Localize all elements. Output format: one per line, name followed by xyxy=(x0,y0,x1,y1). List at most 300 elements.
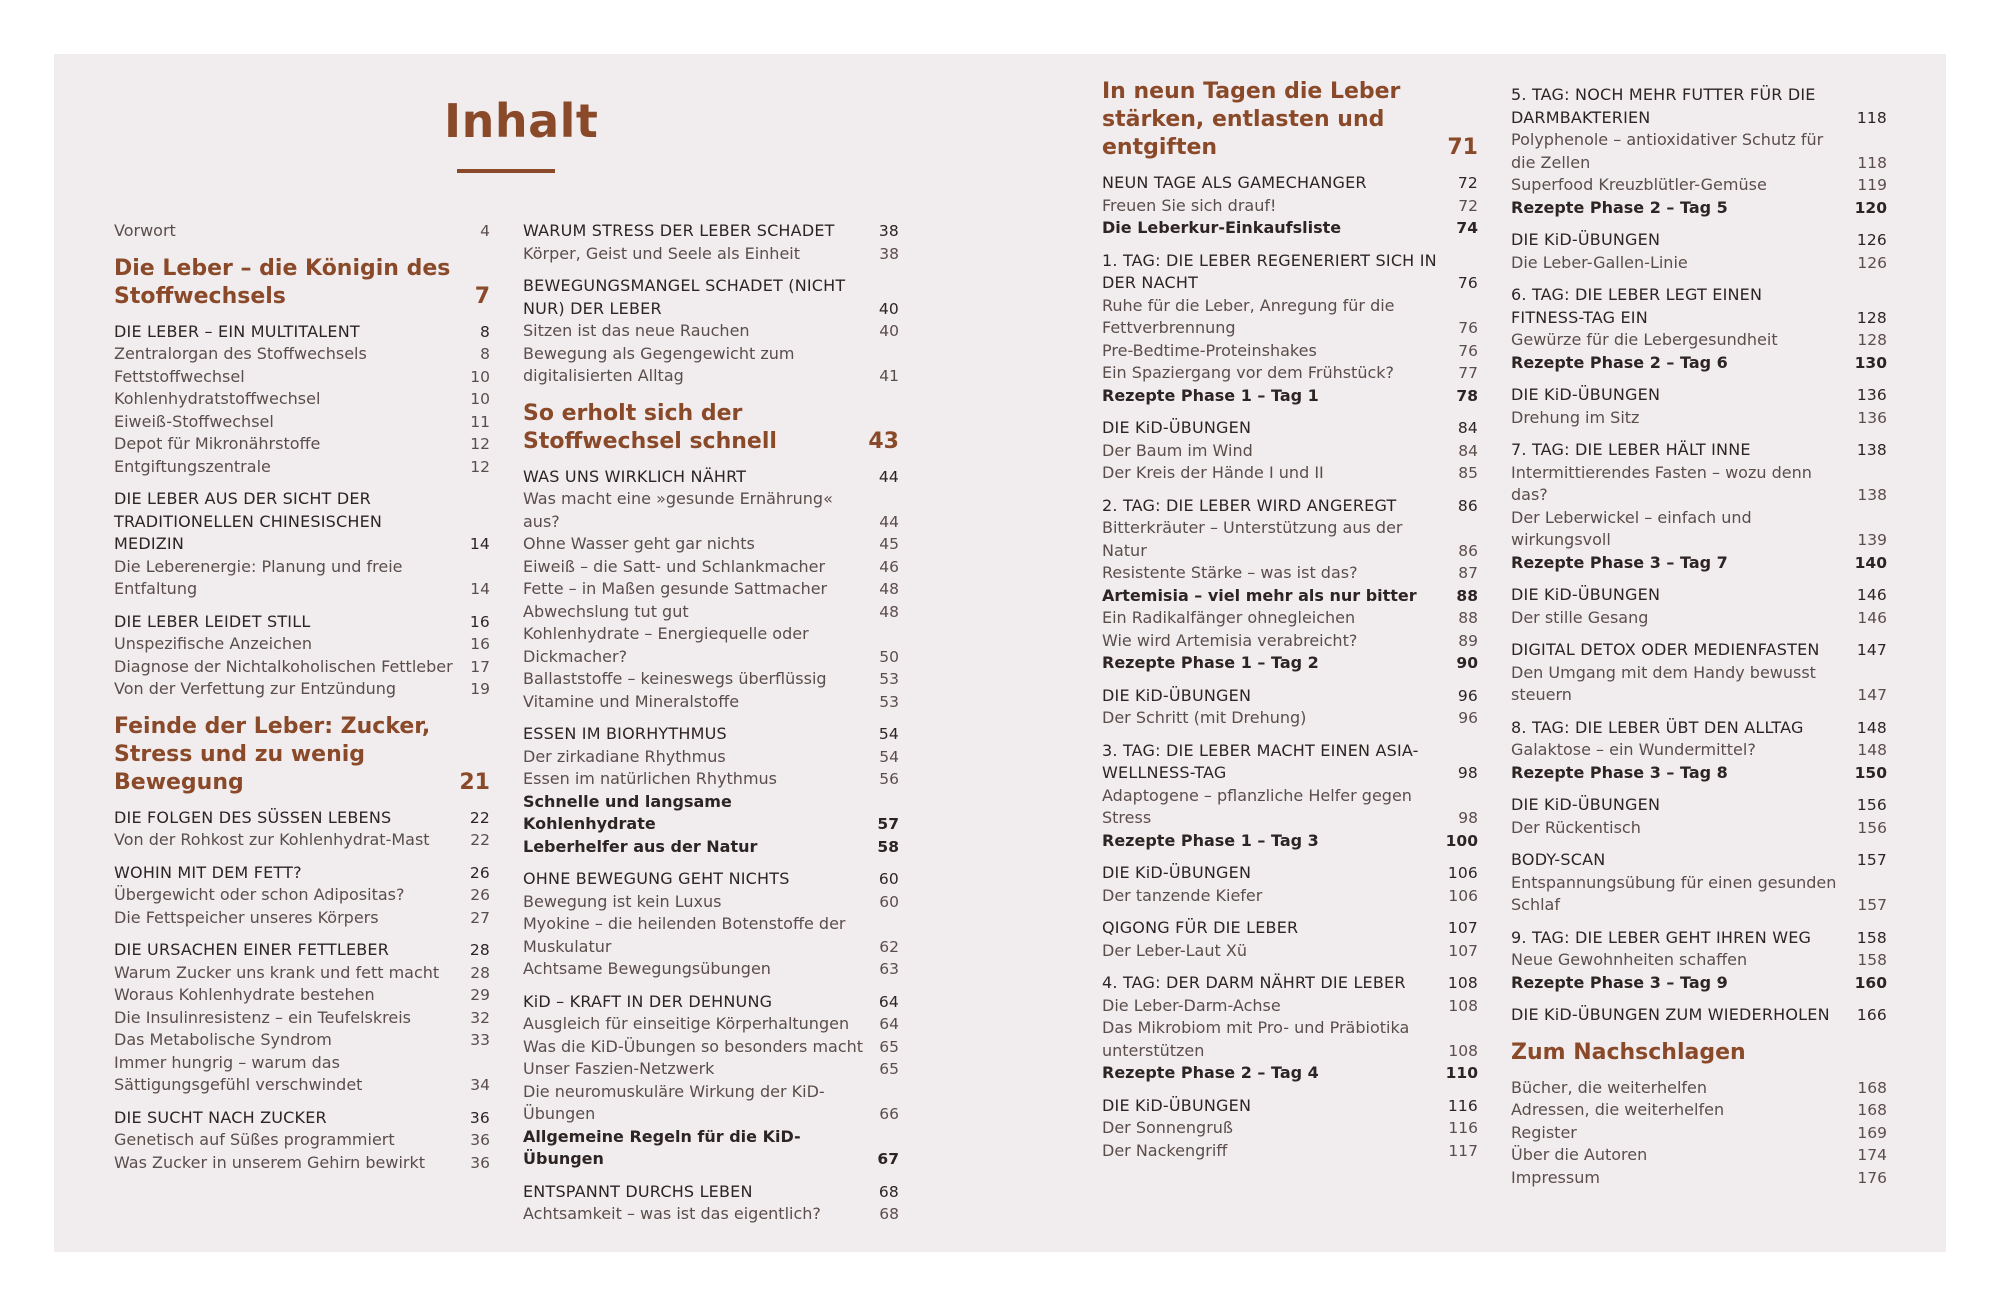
toc-page-number: 139 xyxy=(1857,531,1887,549)
toc-page-number: 41 xyxy=(879,367,899,385)
toc-entry[interactable] xyxy=(1511,1167,1887,1190)
toc-entry-title: Kohlenhydratstoffwechsel xyxy=(114,389,321,408)
toc-page-number: 67 xyxy=(877,1150,899,1168)
toc-section[interactable] xyxy=(523,991,899,1014)
toc-section[interactable] xyxy=(1511,584,1887,607)
toc-entry-title: Rezepte Phase 1 – Tag 1 xyxy=(1102,385,1319,405)
toc-page-number: 116 xyxy=(1447,1096,1478,1115)
toc-entry-title: Abwechslung tut gut xyxy=(523,601,689,621)
toc-entry[interactable] xyxy=(114,343,490,366)
toc-section[interactable] xyxy=(114,1107,490,1130)
toc-entry-title: 5. TAG: NOCH MEHR FUTTER FÜR DIE DARMBAKTERIEN xyxy=(1511,85,1816,127)
toc-entry-title: BODY-SCAN xyxy=(1511,850,1606,869)
toc-entry-title: Gewürze für die Lebergesundheit xyxy=(1511,330,1778,349)
toc-page-number: 19 xyxy=(470,680,490,698)
toc-entry[interactable] xyxy=(523,913,899,958)
toc-entry-title: Superfood Kreuzblütler-Gemüse xyxy=(1511,175,1767,194)
toc-page-number: 98 xyxy=(1457,764,1478,782)
toc-entry[interactable] xyxy=(1511,1122,1887,1145)
toc-entry-title: 4. TAG: DER DARM NÄHRT DIE LEBER xyxy=(1102,973,1406,992)
toc-entry-title: Rezepte Phase 3 – Tag 9 xyxy=(1511,972,1728,992)
toc-entry[interactable] xyxy=(1102,195,1478,218)
toc-entry[interactable] xyxy=(114,433,490,456)
toc-page-number: 72 xyxy=(1458,196,1478,215)
toc-page-number: 46 xyxy=(879,557,899,576)
toc-entry-title: Eiweiß-Stoffwechsel xyxy=(114,411,274,431)
toc-entry-title: Von der Rohkost zur Kohlenhydrat-Mast xyxy=(114,830,430,849)
toc-entry[interactable] xyxy=(523,768,899,791)
toc-entry[interactable] xyxy=(1511,817,1887,840)
toc-entry-title: Der Schritt (mit Drehung) xyxy=(1102,708,1307,727)
toc-entry[interactable] xyxy=(1511,197,1887,220)
toc-page-number: 166 xyxy=(1856,1006,1887,1024)
toc-entry-title: Übergewicht oder schon Adipositas? xyxy=(114,885,405,904)
toc-page-number: 54 xyxy=(879,747,899,766)
toc-entry-title: Unser Faszien-Netzwerk xyxy=(523,1059,715,1078)
toc-entry[interactable] xyxy=(1102,1062,1478,1085)
toc-entry[interactable] xyxy=(523,488,899,533)
toc-page-number: 130 xyxy=(1854,353,1887,372)
toc-entry[interactable] xyxy=(523,320,899,343)
toc-section[interactable] xyxy=(523,466,899,489)
toc-entry-title: Resistente Stärke – was ist das? xyxy=(1102,563,1358,582)
toc-section[interactable] xyxy=(1511,717,1887,740)
toc-section[interactable] xyxy=(1511,1004,1887,1027)
toc-entry-title: Fette – in Maßen gesunde Sattmacher xyxy=(523,579,828,598)
toc-entry-title: Schnelle und langsame Kohlenhydrate xyxy=(523,791,732,833)
toc-page-number: 16 xyxy=(469,612,490,631)
toc-section[interactable] xyxy=(1511,229,1887,252)
toc-entry-title: DIE KiD-ÜBUNGEN xyxy=(1511,585,1661,604)
toc-entry[interactable] xyxy=(114,388,490,411)
toc-section[interactable] xyxy=(1102,495,1478,518)
toc-entry[interactable] xyxy=(1102,362,1478,385)
toc-page-number: 45 xyxy=(879,535,899,553)
toc-entry-title: Ballaststoffe – keineswegs überflüssig xyxy=(523,669,827,688)
toc-entry[interactable] xyxy=(523,691,899,714)
toc-entry[interactable] xyxy=(1102,340,1478,363)
toc-entry[interactable] xyxy=(1511,329,1887,352)
toc-entry-title: Fettstoffwechsel xyxy=(114,366,245,386)
toc-page-number: 87 xyxy=(1458,564,1478,582)
toc-chapter[interactable] xyxy=(1511,1039,1887,1067)
toc-entry-title: Der stille Gesang xyxy=(1511,607,1649,627)
toc-page-number: 76 xyxy=(1457,274,1478,292)
toc-entry-title: Was die KiD-Übungen so besonders macht xyxy=(523,1036,864,1056)
toc-section[interactable] xyxy=(114,807,490,830)
toc-entry-title: Über die Autoren xyxy=(1511,1145,1648,1164)
toc-page-number: 176 xyxy=(1857,1168,1887,1187)
toc-entry[interactable] xyxy=(1102,562,1478,585)
toc-section[interactable] xyxy=(1102,917,1478,940)
toc-entry[interactable] xyxy=(523,958,899,981)
toc-entry-title: WOHIN MIT DEM FETT? xyxy=(114,862,302,882)
toc-page-number: 108 xyxy=(1448,1041,1478,1060)
toc-entry[interactable] xyxy=(1511,607,1887,630)
toc-entry[interactable] xyxy=(1511,352,1887,375)
toc-page-number: 17 xyxy=(470,657,490,676)
toc-page-number: 8 xyxy=(479,322,490,341)
toc-entry[interactable] xyxy=(114,678,490,701)
toc-entry[interactable] xyxy=(523,891,899,914)
toc-page-number: 140 xyxy=(1854,553,1887,572)
toc-entry[interactable] xyxy=(1511,762,1887,785)
toc-page-number: 11 xyxy=(470,412,490,431)
toc-page-number: 128 xyxy=(1856,308,1887,327)
toc-chapter[interactable] xyxy=(1102,78,1478,162)
toc-section[interactable] xyxy=(1102,972,1478,995)
toc-section[interactable] xyxy=(523,1181,899,1204)
toc-page-number: 63 xyxy=(879,960,899,978)
toc-section[interactable] xyxy=(114,611,490,634)
toc-entry[interactable] xyxy=(1511,462,1887,507)
toc-page-number: 50 xyxy=(879,647,899,666)
toc-entry-title: Der zirkadiane Rhythmus xyxy=(523,746,726,766)
toc-section[interactable] xyxy=(1102,250,1478,295)
toc-entry[interactable] xyxy=(1511,739,1887,762)
toc-entry[interactable] xyxy=(114,884,490,907)
toc-entry[interactable] xyxy=(1511,507,1887,552)
toc-entry[interactable] xyxy=(114,984,490,1007)
toc-page-number: 16 xyxy=(470,635,490,653)
toc-page-number: 156 xyxy=(1857,818,1887,837)
toc-entry[interactable] xyxy=(523,1081,899,1126)
toc-chapter[interactable] xyxy=(523,400,899,456)
toc-page-number: 10 xyxy=(470,367,490,386)
toc-section[interactable] xyxy=(114,321,490,344)
toc-entry-title: Polyphenole – antioxidativer Schutz für die Zellen xyxy=(1511,130,1824,172)
toc-page-number: 74 xyxy=(1456,219,1478,237)
toc-entry-title: DIE KiD-ÜBUNGEN xyxy=(1102,863,1252,882)
toc-entry[interactable] xyxy=(114,456,490,479)
toc-section[interactable] xyxy=(1511,84,1887,129)
toc-section[interactable] xyxy=(1511,639,1887,662)
toc-entry-title: DIE KiD-ÜBUNGEN xyxy=(1511,230,1661,249)
toc-page-number: 119 xyxy=(1857,176,1887,194)
toc-entry-title: Entspannungsübung für einen gesunden Schlaf xyxy=(1511,872,1837,914)
toc-entry-title: Achtsame Bewegungsübungen xyxy=(523,959,771,978)
toc-entry-title: Zentralorgan des Stoffwechsels xyxy=(114,344,367,363)
toc-entry[interactable] xyxy=(114,1129,490,1152)
toc-entry[interactable] xyxy=(523,601,899,624)
toc-page-number: 56 xyxy=(879,770,899,788)
toc-entry[interactable] xyxy=(523,668,899,691)
toc-entry-title: Freuen Sie sich drauf! xyxy=(1102,195,1277,215)
toc-entry[interactable] xyxy=(114,1007,490,1030)
toc-entry-title: Diagnose der Nichtalkoholischen Fettleber xyxy=(114,656,453,676)
toc-entry-title: Myokine – die heilenden Botenstoffe der Muskulatur xyxy=(523,914,846,956)
toc-page-number: 148 xyxy=(1857,741,1887,759)
toc-section[interactable] xyxy=(1102,740,1478,785)
toc-entry[interactable] xyxy=(523,578,899,601)
toc-entry[interactable] xyxy=(1511,1077,1887,1100)
toc-entry[interactable] xyxy=(1102,630,1478,653)
toc-entry-title: Depot für Mikronährstoffe xyxy=(114,434,321,453)
toc-entry[interactable] xyxy=(523,623,899,668)
toc-entry[interactable] xyxy=(1511,972,1887,995)
toc-page-number: 14 xyxy=(469,535,490,553)
toc-entry[interactable] xyxy=(114,220,490,243)
toc-entry-title: Der Rückentisch xyxy=(1511,817,1641,837)
toc-section[interactable] xyxy=(1511,794,1887,817)
toc-page-number: 96 xyxy=(1458,709,1478,727)
toc-entry[interactable] xyxy=(1102,295,1478,340)
toc-entry[interactable] xyxy=(114,411,490,434)
toc-entry-title: Adressen, die weiterhelfen xyxy=(1511,1100,1725,1119)
toc-entry-title: Vitamine und Mineralstoffe xyxy=(523,691,740,711)
toc-section[interactable] xyxy=(1511,849,1887,872)
toc-entry[interactable] xyxy=(1511,407,1887,430)
toc-page-number: 48 xyxy=(879,602,899,621)
toc-entry[interactable] xyxy=(114,829,490,852)
toc-entry[interactable] xyxy=(523,343,899,388)
toc-page-number: 76 xyxy=(1458,341,1478,360)
toc-section[interactable] xyxy=(523,275,899,320)
toc-entry-title: Der tanzende Kiefer xyxy=(1102,885,1263,905)
toc-entry-title: Wie wird Artemisia verabreicht? xyxy=(1102,630,1358,650)
toc-entry[interactable] xyxy=(1511,662,1887,707)
toc-entry[interactable] xyxy=(114,366,490,389)
toc-entry[interactable] xyxy=(1102,385,1478,408)
toc-section[interactable] xyxy=(1102,685,1478,708)
toc-entry[interactable] xyxy=(523,1036,899,1059)
toc-entry-title: DIE LEBER – EIN MULTITALENT xyxy=(114,321,360,341)
toc-entry-title: So erholt sich der Stoffwechsel schnell xyxy=(523,400,777,454)
toc-entry[interactable] xyxy=(1102,217,1478,240)
toc-page-number: 168 xyxy=(1857,1101,1887,1119)
toc-page-number: 147 xyxy=(1857,686,1887,704)
toc-page-number: 62 xyxy=(879,937,899,956)
toc-page-number: 26 xyxy=(469,863,490,882)
toc-entry-title: Unspezifische Anzeichen xyxy=(114,634,313,653)
toc-entry-title: Der Baum im Wind xyxy=(1102,440,1253,460)
toc-entry-title: Artemisia – viel mehr als nur bitter xyxy=(1102,585,1417,605)
toc-page-number: 28 xyxy=(469,941,490,959)
toc-page-number: 117 xyxy=(1448,1141,1478,1160)
toc-entry[interactable] xyxy=(114,1052,490,1097)
toc-entry-title: 1. TAG: DIE LEBER REGENERIERT SICH IN DER NACHT xyxy=(1102,250,1437,292)
toc-entry-title: Woraus Kohlenhydrate bestehen xyxy=(114,985,375,1004)
toc-page-number: 22 xyxy=(469,808,490,827)
toc-section[interactable] xyxy=(1511,284,1887,329)
toc-page-number: 77 xyxy=(1458,364,1478,382)
toc-entry[interactable] xyxy=(1511,552,1887,575)
toc-entry-title: Bitterkräuter – Unterstützung aus der Natur xyxy=(1102,518,1403,560)
toc-page-number: 116 xyxy=(1448,1119,1478,1137)
toc-page-number: 54 xyxy=(878,725,899,743)
toc-section[interactable] xyxy=(523,868,899,891)
toc-entry[interactable] xyxy=(523,533,899,556)
toc-page-number: 138 xyxy=(1856,441,1887,459)
toc-entry[interactable] xyxy=(1102,995,1478,1018)
toc-section[interactable] xyxy=(523,723,899,746)
toc-entry[interactable] xyxy=(523,836,899,859)
toc-entry-title: Ein Radikalfänger ohnegleichen xyxy=(1102,608,1356,627)
toc-page-number: 57 xyxy=(877,815,899,833)
toc-entry-title: Essen im natürlichen Rhythmus xyxy=(523,769,778,788)
toc-entry-title: Die Leberkur-Einkaufsliste xyxy=(1102,218,1342,237)
toc-entry-title: Die Insulinresistenz – ein Teufelskreis xyxy=(114,1007,412,1027)
toc-page-number: 88 xyxy=(1458,609,1478,627)
toc-entry[interactable] xyxy=(523,556,899,579)
toc-entry[interactable] xyxy=(1102,1117,1478,1140)
toc-page-number: 158 xyxy=(1856,928,1887,947)
toc-entry-title: DIE SUCHT NACH ZUCKER xyxy=(114,1107,327,1127)
toc-entry[interactable] xyxy=(1102,462,1478,485)
toc-entry-title: Rezepte Phase 2 – Tag 5 xyxy=(1511,197,1728,217)
toc-page-number: 60 xyxy=(879,892,899,911)
toc-page-number: 128 xyxy=(1857,331,1887,349)
toc-page-number: 118 xyxy=(1857,153,1887,172)
toc-entry[interactable] xyxy=(523,1013,899,1036)
toc-entry-title: Ein Spaziergang vor dem Frühstück? xyxy=(1102,363,1395,382)
toc-entry-title: ESSEN IM BIORHYTHMUS xyxy=(523,724,727,743)
toc-entry[interactable] xyxy=(1102,885,1478,908)
toc-entry[interactable] xyxy=(1511,174,1887,197)
toc-page-number: 168 xyxy=(1857,1078,1887,1097)
toc-page-number: 53 xyxy=(879,670,899,688)
toc-page-number: 174 xyxy=(1857,1146,1887,1164)
toc-entry-title: BEWEGUNGSMANGEL SCHADET (NICHT NUR) DER LEBER xyxy=(523,276,846,318)
toc-entry[interactable] xyxy=(523,791,899,836)
toc-entry[interactable] xyxy=(114,556,490,601)
toc-page-number: 68 xyxy=(878,1182,899,1201)
toc-entry-title: 6. TAG: DIE LEBER LEGT EINEN FITNESS-TAG EIN xyxy=(1511,285,1763,327)
toc-entry-title: Rezepte Phase 3 – Tag 7 xyxy=(1511,552,1728,572)
toc-entry-title: DIE FOLGEN DES SÜSSEN LEBENS xyxy=(114,807,392,827)
toc-entry[interactable] xyxy=(523,1203,899,1226)
toc-section[interactable] xyxy=(114,488,490,556)
toc-entry[interactable] xyxy=(1102,1017,1478,1062)
toc-entry-title: Galaktose – ein Wundermittel? xyxy=(1511,740,1756,759)
toc-entry-title: Adaptogene – pflanzliche Helfer gegen Stress xyxy=(1102,785,1412,827)
toc-entry-title: Entgiftungszentrale xyxy=(114,456,271,476)
toc-entry-title: Der Sonnengruß xyxy=(1102,1118,1233,1137)
toc-entry[interactable] xyxy=(114,1029,490,1052)
toc-entry[interactable] xyxy=(1102,1140,1478,1163)
toc-entry-title: Zum Nachschlagen xyxy=(1511,1039,1746,1065)
toc-section[interactable] xyxy=(114,862,490,885)
toc-entry[interactable] xyxy=(523,1058,899,1081)
toc-page-number: 156 xyxy=(1856,796,1887,814)
toc-page-number: 157 xyxy=(1857,896,1887,914)
toc-entry-title: KiD – KRAFT IN DER DEHNUNG xyxy=(523,991,773,1011)
toc-chapter[interactable] xyxy=(114,255,490,311)
toc-page-number: 12 xyxy=(470,457,490,476)
toc-column-2 xyxy=(523,220,899,1226)
toc-chapter[interactable] xyxy=(114,713,490,797)
toc-page-number: 64 xyxy=(878,992,899,1011)
toc-page-number: 169 xyxy=(1857,1123,1887,1142)
toc-entry[interactable] xyxy=(114,962,490,985)
toc-entry-title: Der Leber-Laut Xü xyxy=(1102,940,1247,960)
toc-entry[interactable] xyxy=(1102,707,1478,730)
toc-page-number: 89 xyxy=(1458,631,1478,650)
toc-entry-title: DIE LEBER LEIDET STILL xyxy=(114,611,311,631)
toc-page-number: 38 xyxy=(879,244,899,263)
toc-page-number: 34 xyxy=(470,1076,490,1094)
toc-page-number: 71 xyxy=(1447,135,1478,160)
toc-entry[interactable] xyxy=(1511,949,1887,972)
toc-page-number: 44 xyxy=(879,512,899,531)
toc-page-number: 98 xyxy=(1458,809,1478,827)
toc-column-4 xyxy=(1511,84,1887,1189)
toc-page-number: 48 xyxy=(879,580,899,598)
toc-entry-title: Das Mikrobiom mit Pro- und Präbiotika unterstützen xyxy=(1102,1018,1410,1060)
toc-entry-title: Der Leberwickel – einfach und wirkungsvoll xyxy=(1511,507,1752,549)
toc-page-number: 27 xyxy=(470,908,490,927)
toc-section[interactable] xyxy=(1511,439,1887,462)
toc-entry-title: Impressum xyxy=(1511,1167,1600,1187)
toc-page-number: 4 xyxy=(480,222,490,240)
page-title: Inhalt xyxy=(444,94,599,148)
toc-page-number: 136 xyxy=(1857,408,1887,427)
toc-page-number: 40 xyxy=(879,322,899,340)
toc-entry[interactable] xyxy=(1102,652,1478,675)
toc-entry[interactable] xyxy=(1511,1099,1887,1122)
toc-section[interactable] xyxy=(1102,417,1478,440)
toc-page-number: 126 xyxy=(1856,231,1887,249)
toc-section[interactable] xyxy=(1511,384,1887,407)
toc-page-number: 26 xyxy=(470,886,490,904)
toc-entry[interactable] xyxy=(1511,872,1887,917)
toc-entry-title: DIE LEBER AUS DER SICHT DER TRADITIONELLEN CHINESISCHEN MEDIZIN xyxy=(114,489,383,553)
toc-entry-title: Die neuromuskuläre Wirkung der KiD-Übungen xyxy=(523,1081,825,1123)
toc-entry[interactable] xyxy=(1511,1144,1887,1167)
toc-entry[interactable] xyxy=(114,1152,490,1175)
toc-entry[interactable] xyxy=(114,907,490,930)
toc-entry[interactable] xyxy=(523,746,899,769)
toc-page-number: 118 xyxy=(1856,108,1887,127)
toc-entry[interactable] xyxy=(523,243,899,266)
toc-entry[interactable] xyxy=(1102,517,1478,562)
toc-page-number: 36 xyxy=(470,1131,490,1149)
toc-entry-title: Rezepte Phase 1 – Tag 2 xyxy=(1102,653,1319,672)
toc-page-number: 85 xyxy=(1458,464,1478,482)
toc-page-number: 90 xyxy=(1456,654,1478,672)
toc-entry[interactable] xyxy=(1102,940,1478,963)
toc-page-number: 107 xyxy=(1448,941,1478,960)
toc-page-number: 66 xyxy=(879,1105,899,1123)
toc-entry[interactable] xyxy=(114,633,490,656)
toc-entry[interactable] xyxy=(1102,607,1478,630)
toc-page-number: 106 xyxy=(1447,864,1478,882)
toc-entry[interactable] xyxy=(1102,785,1478,830)
toc-entry-title: DIGITAL DETOX ODER MEDIENFASTEN xyxy=(1511,640,1820,659)
toc-entry[interactable] xyxy=(1102,440,1478,463)
toc-entry-title: DIE KiD-ÜBUNGEN xyxy=(1102,685,1252,705)
toc-section[interactable] xyxy=(1102,1095,1478,1118)
toc-entry-title: NEUN TAGE ALS GAMECHANGER xyxy=(1102,173,1367,192)
toc-page-number: 12 xyxy=(470,435,490,453)
toc-entry-title: Der Nackengriff xyxy=(1102,1140,1228,1160)
toc-entry[interactable] xyxy=(114,656,490,679)
toc-section[interactable] xyxy=(1102,862,1478,885)
toc-section[interactable] xyxy=(1511,927,1887,950)
toc-entry-title: Immer hungrig – warum das Sättigungsgefühl verschwindet xyxy=(114,1052,363,1094)
toc-entry[interactable] xyxy=(523,1126,899,1171)
toc-entry-title: Kohlenhydrate – Energiequelle oder Dickmacher? xyxy=(523,624,809,666)
toc-entry-title: Achtsamkeit – was ist das eigentlich? xyxy=(523,1204,821,1223)
toc-section[interactable] xyxy=(1102,172,1478,195)
toc-entry[interactable] xyxy=(1511,129,1887,174)
toc-entry[interactable] xyxy=(1102,585,1478,608)
toc-entry[interactable] xyxy=(1102,830,1478,853)
toc-entry[interactable] xyxy=(1511,252,1887,275)
toc-entry-title: 7. TAG: DIE LEBER HÄLT INNE xyxy=(1511,440,1751,459)
toc-section[interactable] xyxy=(523,220,899,243)
toc-section[interactable] xyxy=(114,939,490,962)
